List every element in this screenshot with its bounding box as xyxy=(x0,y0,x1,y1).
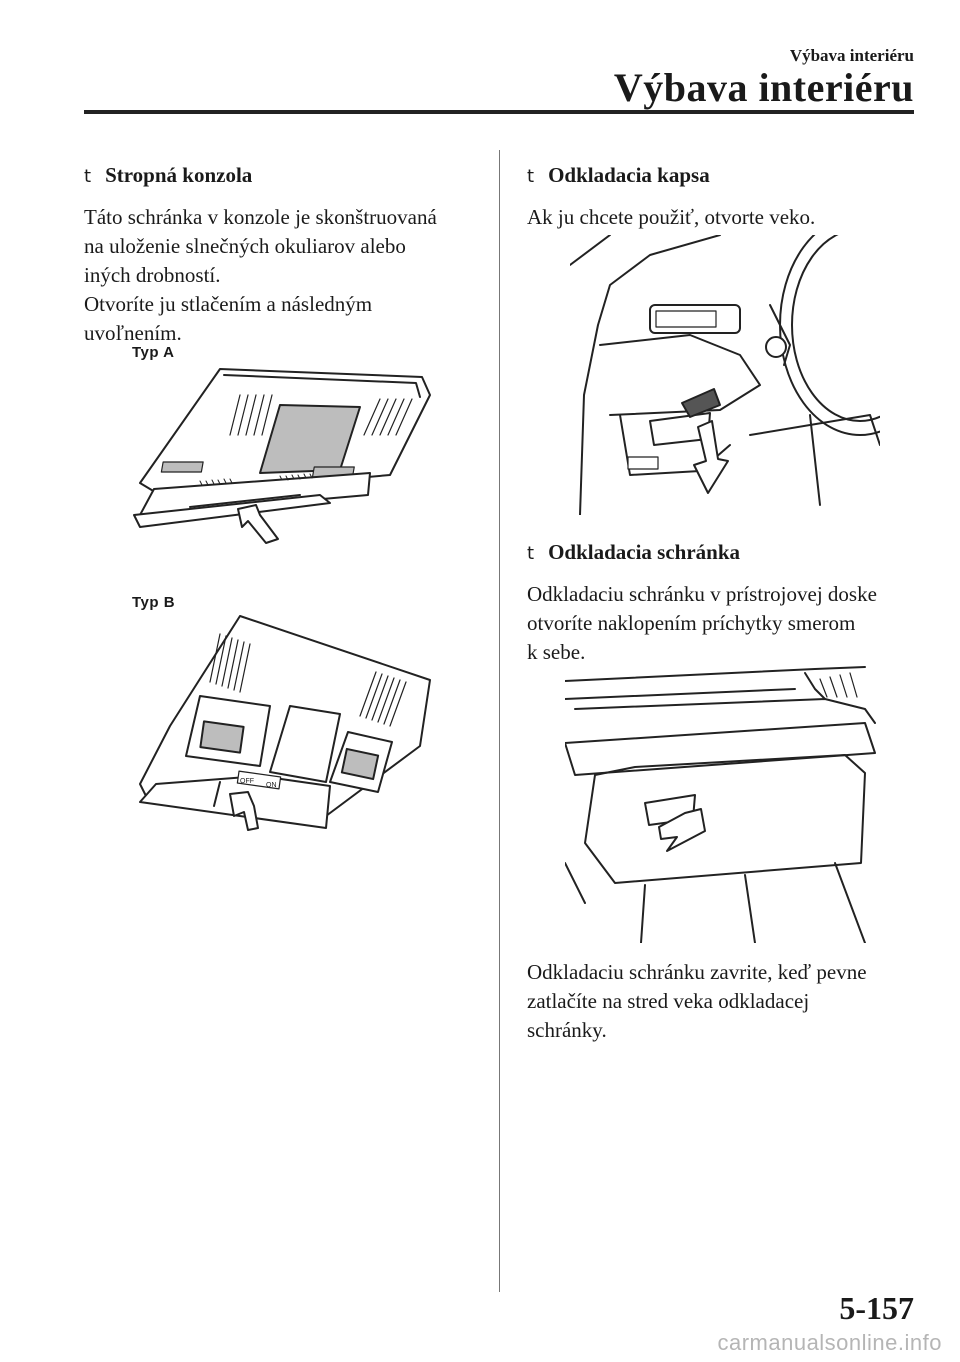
glove-box-paragraph xyxy=(527,580,877,667)
running-header-small: Výbava interiéru xyxy=(789,46,914,65)
paragraph-line: zatlačíte na stred veka odkladacej xyxy=(527,989,810,1013)
paragraph-line: schránky. xyxy=(527,1018,607,1042)
section-title-glove-box xyxy=(527,540,740,565)
column-divider xyxy=(499,150,500,1292)
paragraph-line: uvoľnením. xyxy=(84,321,182,345)
switch-off-label: OFF xyxy=(240,778,254,785)
section-bullet: t xyxy=(527,166,535,187)
paragraph-line: Ak ju chcete použiť, otvorte veko. xyxy=(527,205,816,229)
paragraph-line: iných drobností. xyxy=(84,263,221,287)
paragraph-line: Odkladaciu schránku v prístrojovej doske xyxy=(527,582,877,606)
section-title-text: Odkladacia kapsa xyxy=(548,163,710,187)
paragraph-line: na uloženie slnečných okuliarov alebo xyxy=(84,234,406,258)
paragraph-line: Odkladaciu schránku zavrite, keď pevne xyxy=(527,960,867,984)
section-title-text: Stropná konzola xyxy=(105,163,253,187)
header-rule xyxy=(84,110,914,114)
paragraph-line: k sebe. xyxy=(527,640,586,664)
overhead-console-typ-b-illustration xyxy=(130,606,440,836)
overhead-console-typ-a-illustration xyxy=(120,355,440,555)
storage-pocket-illustration xyxy=(570,235,880,515)
storage-pocket-paragraph xyxy=(527,203,815,232)
switch-on-label: ON xyxy=(266,782,277,789)
glove-box-closing-paragraph xyxy=(527,958,867,1045)
section-title-text: Odkladacia schránka xyxy=(548,540,741,564)
figure-label-typ-a: Typ A xyxy=(132,344,175,361)
paragraph-line: otvoríte naklopením príchytky smerom xyxy=(527,611,856,635)
overhead-console-paragraph xyxy=(84,203,437,348)
section-bullet: t xyxy=(527,543,535,564)
running-header-title: Výbava interiéru xyxy=(613,65,914,110)
watermark: carmanualsonline.info xyxy=(717,1330,942,1355)
section-title-storage-pocket xyxy=(527,163,710,188)
glove-box-illustration xyxy=(565,663,880,943)
section-bullet: t xyxy=(84,166,92,187)
paragraph-line: Otvoríte ju stlačením a následným xyxy=(84,292,373,316)
page-number: 5-157 xyxy=(839,1290,914,1326)
figure-label-typ-b: Typ B xyxy=(132,594,176,611)
paragraph-line: Táto schránka v konzole je skonštruovaná xyxy=(84,205,437,229)
section-title-overhead-console xyxy=(84,163,252,188)
